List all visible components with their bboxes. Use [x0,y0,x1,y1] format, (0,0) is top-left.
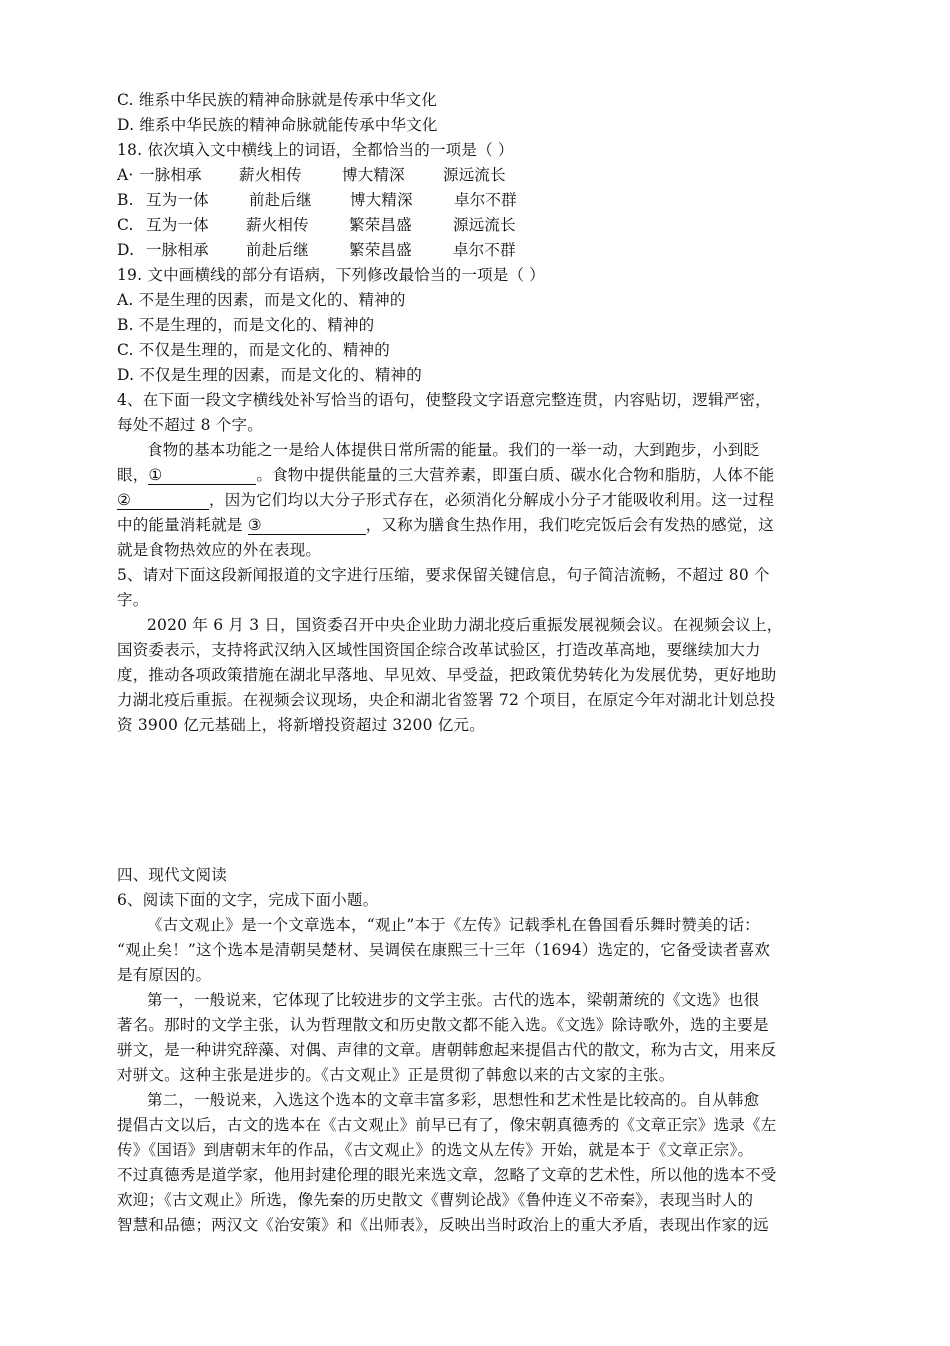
q19-stem: 19. 文中画横线的部分有语病，下列修改最恰当的一项是（ ） [117,266,546,284]
q19-option-b: B. 不是生理的，而是文化的、精神的 [117,316,375,334]
q5-news-line: 2020 年 6 月 3 日，国资委召开中央企业助力湖北疫后重振发展视频会议。在视频会议上， [147,616,783,634]
option-word: 卓尔不群 [454,191,517,209]
q18-option-b [117,188,517,213]
q4-stem-line1: 4、在下面一段文字横线处补写恰当的语句，使整段文字语意完整连贯，内容贴切，逻辑严密， [117,391,771,409]
reading-line: “观止矣！”这个选本是清朝吴楚材、吴调侯在康熙三十三年（1694）选定的，它备受读者喜欢 [117,941,771,959]
option-word: 博大精深 [342,166,405,184]
option-word: 卓尔不群 [453,241,516,259]
q17-option-d: D. 维系中华民族的精神命脉就能传承中华文化 [117,116,438,134]
fill-blank-1[interactable]: ① [148,466,256,485]
q4-stem-line2: 每处不超过 8 个字。 [117,416,263,434]
reading-line: 《古文观止》是一个文章选本，“观止”本于《左传》记载季札在鲁国看乐舞时赞美的话： [147,916,760,934]
text-segment: ，又称为膳食生热作用，我们吃完饭后会有发热的感觉，这 [365,516,774,534]
option-word: 源远流长 [443,166,506,184]
text-segment: 眼， [117,466,149,484]
reading-line: 第一，一般说来，它体现了比较进步的文学主张。古代的选本，梁朝萧统的《文选》也很 [147,991,760,1009]
option-word: 繁荣昌盛 [349,241,412,259]
fill-blank-2[interactable]: ② [117,491,209,510]
q4-paragraph-line: 就是食物热效应的外在表现。 [117,541,322,559]
reading-line: 传》《国语》到唐朝末年的作品，《古文观止》的选文从左传》开始，就是本于《文章正宗》。 [117,1141,754,1159]
reading-line: 不过真德秀是道学家，他用封建伦理的眼光来选文章，忽略了文章的艺术性，所以他的选本不受 [117,1166,777,1184]
q4-paragraph-line [117,513,774,538]
text-segment: 中的能量消耗就是 [117,516,243,534]
q4-paragraph-line [117,463,775,488]
q5-news-line: 国资委表示，支持将武汉纳入区域性国资国企综合改革试验区，打造改革高地，要继续加大力 [117,641,761,659]
q5-news-line: 资 3900 亿元基础上，将新增投资超过 3200 亿元。 [117,716,485,734]
option-label: B. [117,191,134,209]
q19-option-c: C. 不仅是生理的，而是文化的、精神的 [117,341,390,359]
option-word: 互为一体 [146,216,209,234]
reading-line: 智慧和品德；两汉文《治安策》和《出师表》，反映出当时政治上的重大矛盾，表现出作家的远 [117,1216,769,1234]
reading-line: 著名。那时的文学主张，认为哲理散文和历史散文都不能入选。《文选》除诗歌外，选的主要是 [117,1016,769,1034]
option-word: 博大精深 [350,191,413,209]
q5-news-line: 度，推动各项政策措施在湖北早落地、早见效、早受益，把政策优势转化为发展优势，更好地助 [117,666,777,684]
option-label: D. [117,241,135,259]
reading-line: 骈文，是一种讲究辞藻、对偶、声律的文章。唐朝韩愈起来提倡古代的散文，称为古文，用来反 [117,1041,777,1059]
fill-blank-3[interactable]: ③ [248,516,366,535]
option-word: 繁荣昌盛 [349,216,412,234]
q4-paragraph-line: 食物的基本功能之一是给人体提供日常所需的能量。我们的一举一动，大到跑步，小到眨 [147,441,760,459]
option-word: 前赴后继 [246,241,309,259]
option-word: 薪火相传 [239,166,302,184]
section-heading: 四、现代文阅读 [117,866,227,884]
option-word: 前赴后继 [249,191,312,209]
q4-paragraph-line [117,488,774,513]
option-word: 一脉相承 [146,241,209,259]
q19-option-a: A. 不是生理的因素，而是文化的、精神的 [117,291,406,309]
reading-line: 欢迎；《古文观止》所选，像先秦的历史散文《曹刿论战》《鲁仲连义不帝秦》，表现当时人的 [117,1191,754,1209]
q5-news-line: 力湖北疫后重振。在视频会议现场，央企和湖北省签署 72 个项目，在原定今年对湖北计划总投 [117,691,776,709]
reading-line: 第二，一般说来，入选这个选本的文章丰富多彩，思想性和艺术性是比较高的。自从韩愈 [147,1091,760,1109]
q5-stem-line2: 字。 [117,591,149,609]
q18-stem: 18. 依次填入文中横线上的词语，全都恰当的一项是（ ） [117,141,514,159]
option-word: 一脉相承 [139,166,202,184]
q19-option-d: D. 不仅是生理的因素，而是文化的、精神的 [117,366,422,384]
option-word: 源远流长 [453,216,516,234]
text-segment: ，因为它们均以大分子形式存在，必须消化分解成小分子才能吸收利用。这一过程 [209,491,775,509]
q5-stem-line1: 5、请对下面这段新闻报道的文字进行压缩，要求保留关键信息，句子简洁流畅，不超过 80 个 [117,566,770,584]
q18-option-c [117,213,516,238]
option-word: 薪火相传 [246,216,309,234]
option-label: C. [117,216,134,234]
q18-option-a [117,163,506,188]
reading-line: 是有原因的。 [117,966,212,984]
option-label: A· [117,166,134,184]
text-segment: 。食物中提供能量的三大营养素，即蛋白质、碳水化合物和脂肪，人体不能 [256,466,775,484]
option-word: 互为一体 [146,191,209,209]
reading-line: 对骈文。这种主张是进步的。《古文观止》正是贯彻了韩愈以来的古文家的主张。 [117,1066,675,1084]
reading-line: 提倡古文以后，古文的选本在《古文观止》前早已有了，像宋朝真德秀的《文章正宗》选录《左 [117,1116,777,1134]
q6-stem: 6、阅读下面的文字，完成下面小题。 [117,891,379,909]
q17-option-c: C. 维系中华民族的精神命脉就是传承中华文化 [117,91,438,109]
q18-option-d [117,238,516,263]
